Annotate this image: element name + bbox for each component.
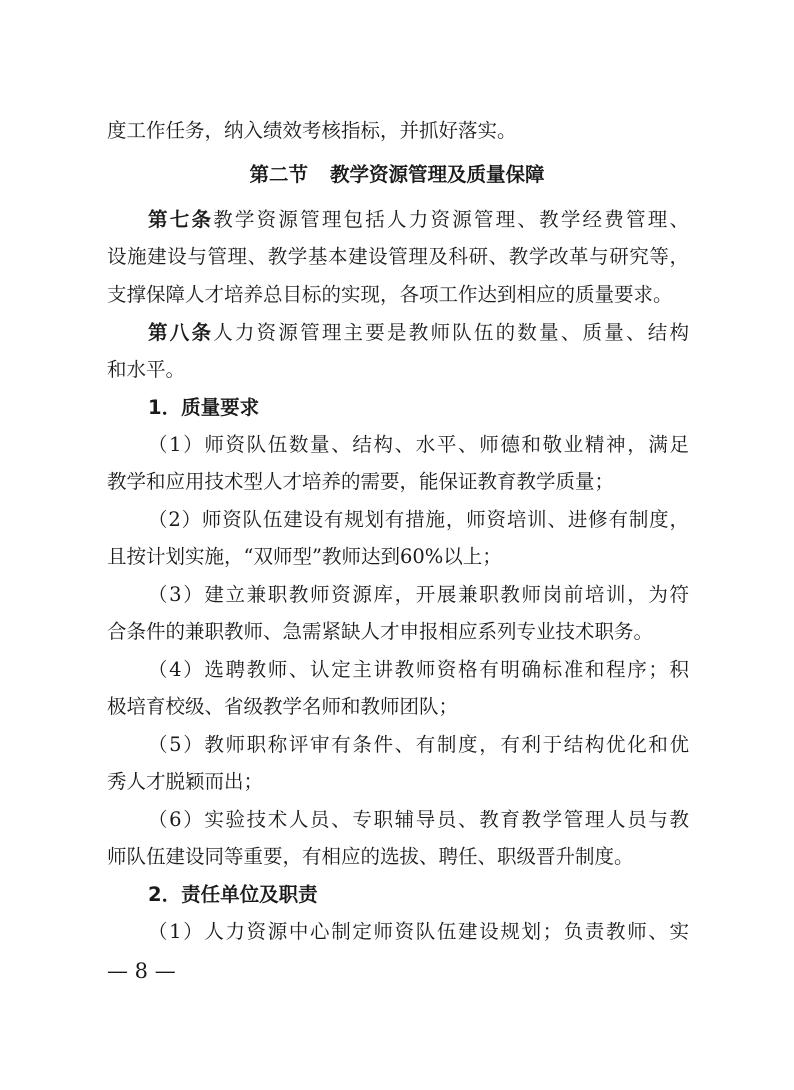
page-number: — 8 —: [107, 959, 176, 983]
text-line: 合条件的兼职教师、急需紧缺人才申报相应系列专业技术职务。: [107, 620, 654, 643]
article-7-text: 教学资源管理包括人力资源管理、教学经费管理、: [213, 208, 689, 231]
text-line: 师队伍建设同等重要，有相应的选拔、聘任、职级晋升制度。: [107, 845, 634, 868]
text-line: 极培育校级、省级教学名师和教师团队；: [107, 695, 459, 718]
text-line: 教学和应用技术型人才培养的需要，能保证教育教学质量；: [107, 470, 615, 493]
text-line: （2）师资队伍建设有规划有措施，师资培训、进修有制度，: [148, 508, 689, 531]
subheading-responsibility: 2．责任单位及职责: [148, 883, 318, 906]
text-line: 且按计划实施，“双师型”教师达到60%以上；: [107, 545, 502, 568]
text-line: （4）选聘教师、认定主讲教师资格有明确标准和程序；积: [148, 658, 689, 681]
article-8-line-1: [148, 318, 689, 348]
section-title: 教学资源管理及质量保障: [330, 163, 545, 186]
text-line: （5）教师职称评审有条件、有制度，有利于结构优化和优: [148, 733, 689, 756]
subheading-quality: 1．质量要求: [148, 396, 260, 419]
article-8-text: 人力资源管理主要是教师队伍的数量、质量、结构: [213, 321, 689, 344]
text-line: （1）师资队伍数量、结构、水平、师德和敬业精神，满足: [148, 433, 689, 456]
section-heading: [0, 160, 794, 190]
section-number: 第二节: [249, 163, 308, 186]
text-line: 和水平。: [107, 358, 186, 381]
text-line: （3）建立兼职教师资源库，开展兼职教师岗前培训，为符: [148, 583, 689, 606]
article-8-label: 第八条: [148, 321, 214, 344]
text-line: 秀人才脱颖而出；: [107, 770, 264, 793]
article-7-label: 第七条: [148, 208, 214, 231]
article-7-line-1: [148, 205, 689, 235]
text-line: （1）人力资源中心制定师资队伍建设规划；负责教师、实: [148, 920, 689, 943]
text-line: 度工作任务，纳入绩效考核指标，并抓好落实。: [107, 119, 517, 142]
text-line: 设施建设与管理、教学基本建设管理及科研、教学改革与研究等，: [107, 245, 689, 268]
text-line: 支撑保障人才培养总目标的实现，各项工作达到相应的质量要求。: [107, 283, 673, 306]
text-line: （6）实验技术人员、专职辅导员、教育教学管理人员与教: [148, 808, 689, 831]
